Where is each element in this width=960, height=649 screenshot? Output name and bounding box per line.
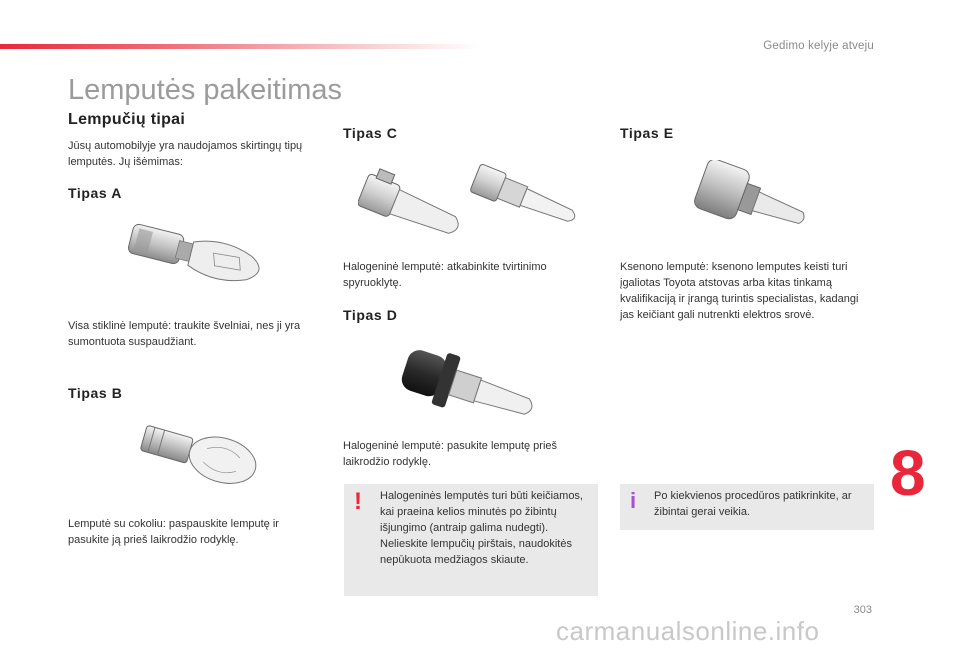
page-number: 303	[853, 604, 872, 616]
bulb-type-e-image	[692, 160, 814, 240]
type-a-text: Visa stiklinė lemputė: traukite švelniai, nes ji yra sumontuota suspaudžiant.	[68, 320, 301, 348]
bulb-type-d-image	[398, 344, 548, 432]
watermark: carmanualsonline.info	[556, 616, 820, 646]
type-c-text: Halogeninė lemputė: atkabinkite tvirtinimo spyruoklytę.	[343, 261, 547, 289]
bulb-type-b-image	[135, 422, 260, 488]
info-callout	[620, 484, 874, 530]
page-title: Lemputės pakeitimas	[68, 74, 343, 106]
header-accent-bar	[0, 44, 480, 49]
type-d-heading: Tipas D	[343, 307, 398, 323]
type-b-text: Lemputė su cokoliu: paspauskite lemputę ir pasukite ją prieš laikrodžio rodyklę.	[68, 518, 279, 546]
type-a-heading: Tipas A	[68, 185, 122, 201]
type-e-heading: Tipas E	[620, 125, 674, 141]
type-e-text: Ksenono lemputė: ksenono lemputes keisti turi įgaliotas Toyota atstovas arba kitas tinkamą kvalifikaciją ir įrangą turintis specialistas, kadangi jas keičiant gali nutrenkti elektros srovė.	[620, 261, 859, 321]
warning-callout	[344, 484, 598, 596]
warning-text: Halogeninės lemputės turi būti keičiamos, kai praeina kelios minutės po žibintų išjungimo (antraip galima nudegti). Nelieskite lempučių pirštais, naudokitės nepūkuota medžiagos skiaute.	[380, 490, 583, 566]
type-d-text: Halogeninė lemputė: pasukite lemputę prieš laikrodžio rodyklę.	[343, 440, 558, 468]
bulb-type-a-image	[120, 222, 280, 294]
section-label: Gedimo kelyje atveju	[763, 40, 874, 52]
info-text: Po kiekvienos procedūros patikrinkite, ar žibintai gerai veikia.	[654, 490, 852, 518]
intro-text: Jūsų automobilyje yra naudojamos skirtingų tipų lemputės. Jų išėmimas:	[68, 140, 303, 168]
warning-icon: !	[354, 488, 362, 515]
bulb-type-c-image	[358, 162, 584, 252]
chapter-number: 8	[890, 437, 926, 509]
type-c-heading: Tipas C	[343, 125, 398, 141]
page-subtitle: Lempučių tipai	[68, 111, 186, 128]
info-icon: i	[630, 488, 637, 513]
type-b-heading: Tipas B	[68, 385, 123, 401]
